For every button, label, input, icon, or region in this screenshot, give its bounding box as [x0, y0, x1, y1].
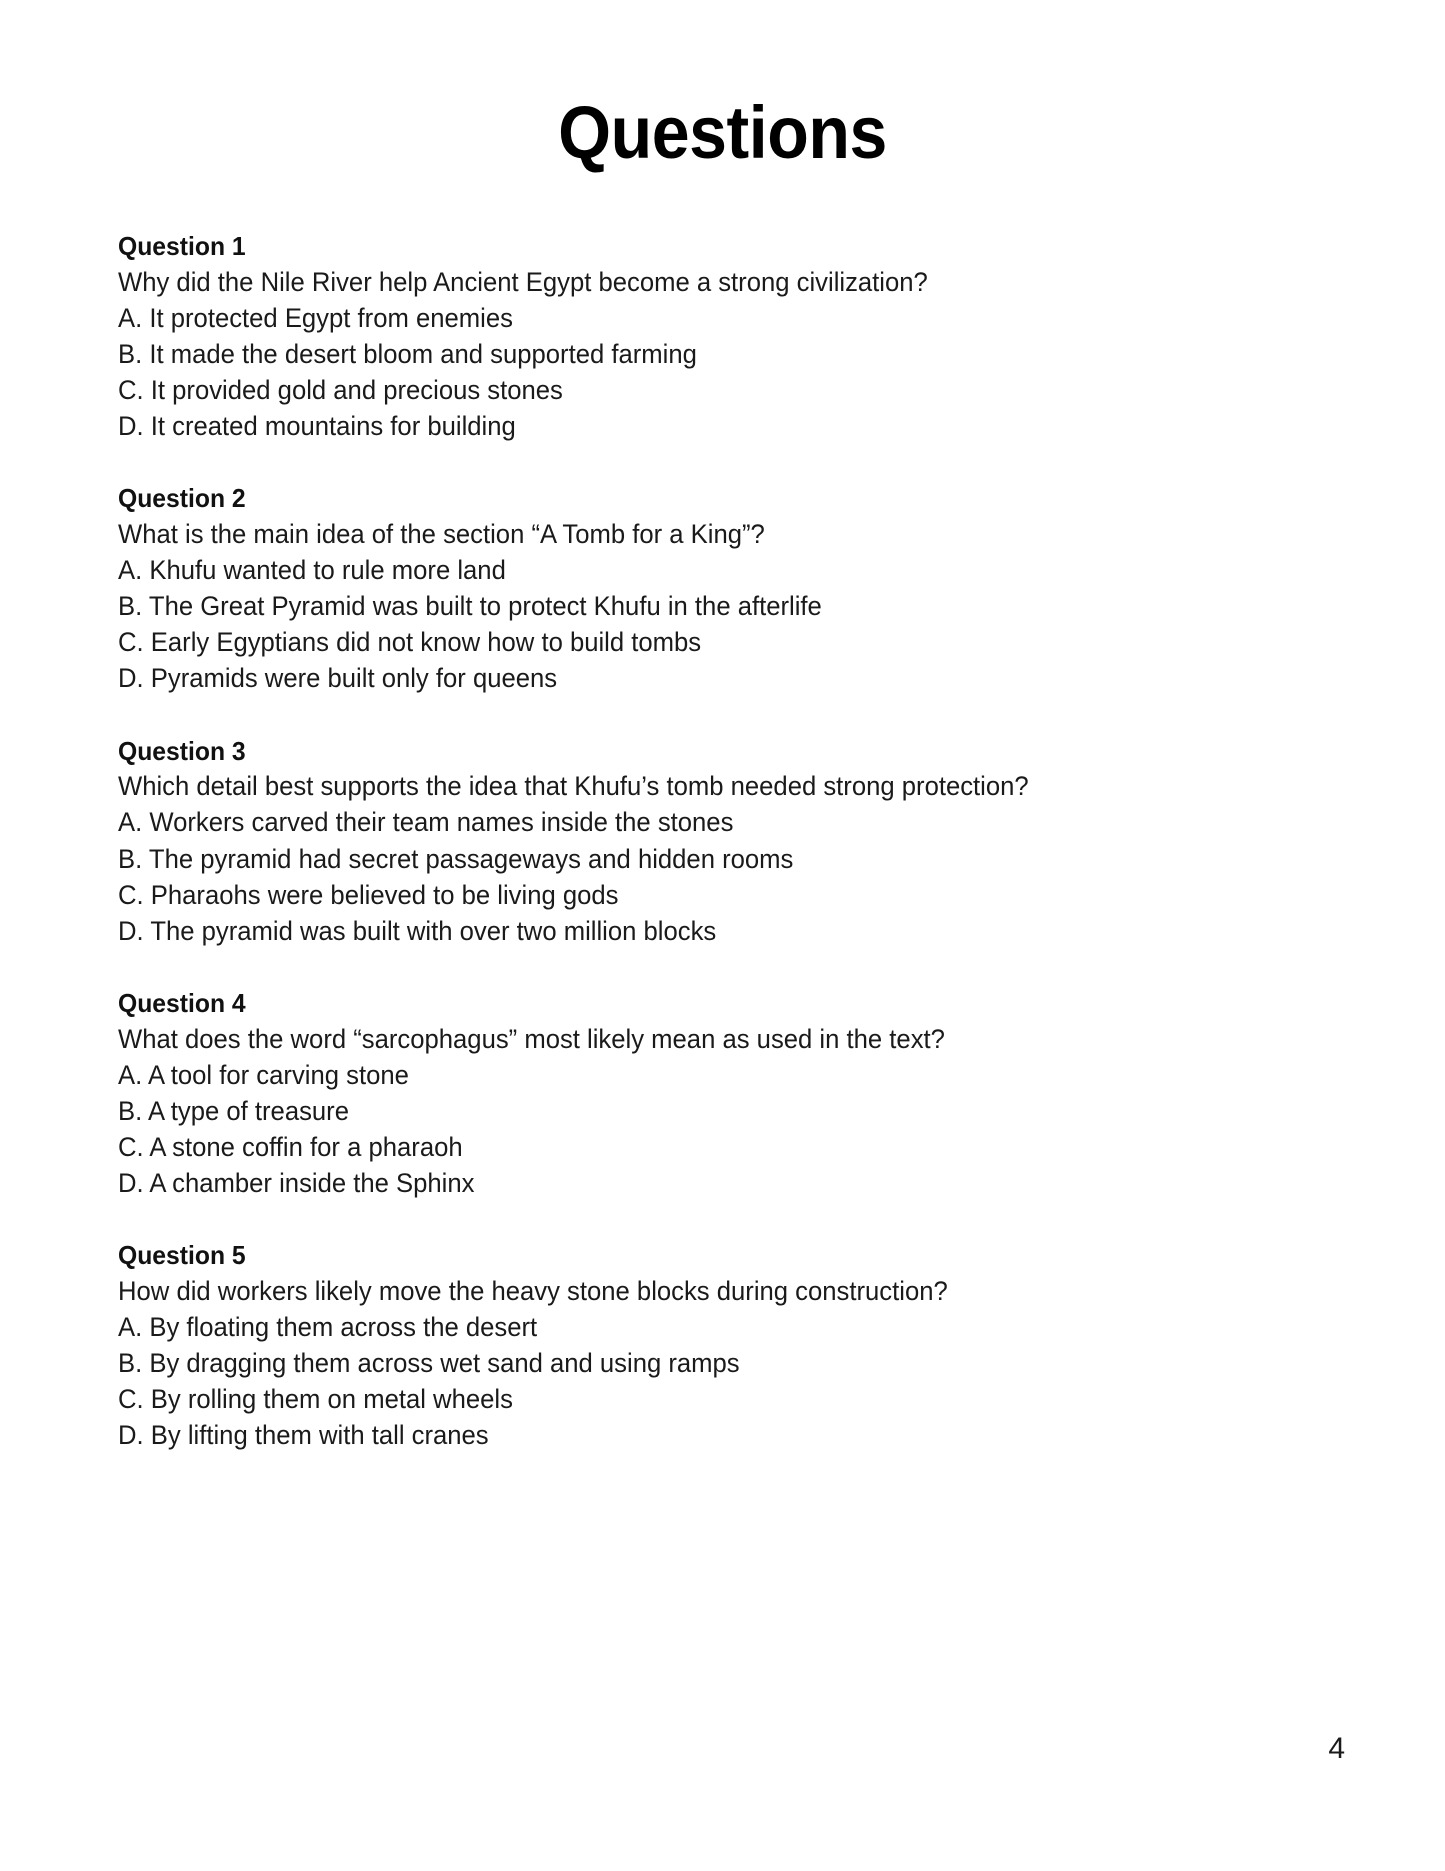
question-option-a[interactable]: A. A tool for carving stone: [118, 1059, 409, 1090]
question-prompt: Which detail best supports the idea that Khufu’s tomb needed strong protection?: [118, 771, 1029, 802]
question-option-c[interactable]: C. Early Egyptians did not know how to build tombs: [118, 627, 702, 658]
question-option-a[interactable]: A. Workers carved their team names inside the stones: [118, 807, 734, 838]
question-prompt: What is the main idea of the section “A Tomb for a King”?: [118, 519, 765, 550]
page-title: Questions: [558, 91, 887, 174]
question-label: Question 1: [118, 231, 246, 261]
question-option-a[interactable]: A. By floating them across the desert: [118, 1311, 538, 1342]
page-number: 4: [1328, 1732, 1345, 1765]
question-option-b[interactable]: B. A type of treasure: [118, 1095, 349, 1126]
question-prompt: What does the word “sarcophagus” most likely mean as used in the text?: [118, 1023, 945, 1054]
question-prompt: Why did the Nile River help Ancient Egypt become a strong civilization?: [118, 266, 928, 297]
question-option-c[interactable]: C. It provided gold and precious stones: [118, 375, 563, 406]
question-option-b[interactable]: B. The Great Pyramid was built to protect Khufu in the afterlife: [118, 591, 822, 622]
question-option-d[interactable]: D. The pyramid was built with over two million blocks: [118, 915, 717, 946]
question-option-b[interactable]: B. The pyramid had secret passageways and hidden rooms: [118, 843, 794, 874]
question-option-d[interactable]: D. A chamber inside the Sphinx: [118, 1167, 475, 1198]
question-block-5: [118, 1239, 1355, 1453]
question-label: Question 5: [118, 1240, 246, 1271]
question-label: Question 2: [118, 483, 246, 514]
question-block-4: [118, 987, 1355, 1201]
question-option-c[interactable]: C. By rolling them on metal wheels: [118, 1384, 513, 1415]
question-option-b[interactable]: B. By dragging them across wet sand and using ramps: [118, 1348, 740, 1379]
questions-list: [0, 230, 1445, 1453]
question-option-d[interactable]: D. Pyramids were built only for queens: [118, 663, 558, 694]
question-option-a[interactable]: A. Khufu wanted to rule more land: [118, 555, 506, 586]
question-label: Question 3: [118, 735, 246, 766]
question-block-3: [118, 735, 1355, 949]
question-option-c[interactable]: C. A stone coffin for a pharaoh: [118, 1131, 463, 1162]
question-option-b[interactable]: B. It made the desert bloom and supported farming: [118, 338, 697, 369]
question-prompt: How did workers likely move the heavy stone blocks during construction?: [118, 1275, 948, 1306]
question-block-1: [118, 230, 1355, 444]
question-option-a[interactable]: A. It protected Egypt from enemies: [118, 302, 513, 333]
question-option-d[interactable]: D. It created mountains for building: [118, 411, 516, 442]
question-block-2: [118, 482, 1355, 696]
question-option-d[interactable]: D. By lifting them with tall cranes: [118, 1420, 489, 1451]
question-option-c[interactable]: C. Pharaohs were believed to be living gods: [118, 879, 619, 910]
question-label: Question 4: [118, 987, 246, 1018]
